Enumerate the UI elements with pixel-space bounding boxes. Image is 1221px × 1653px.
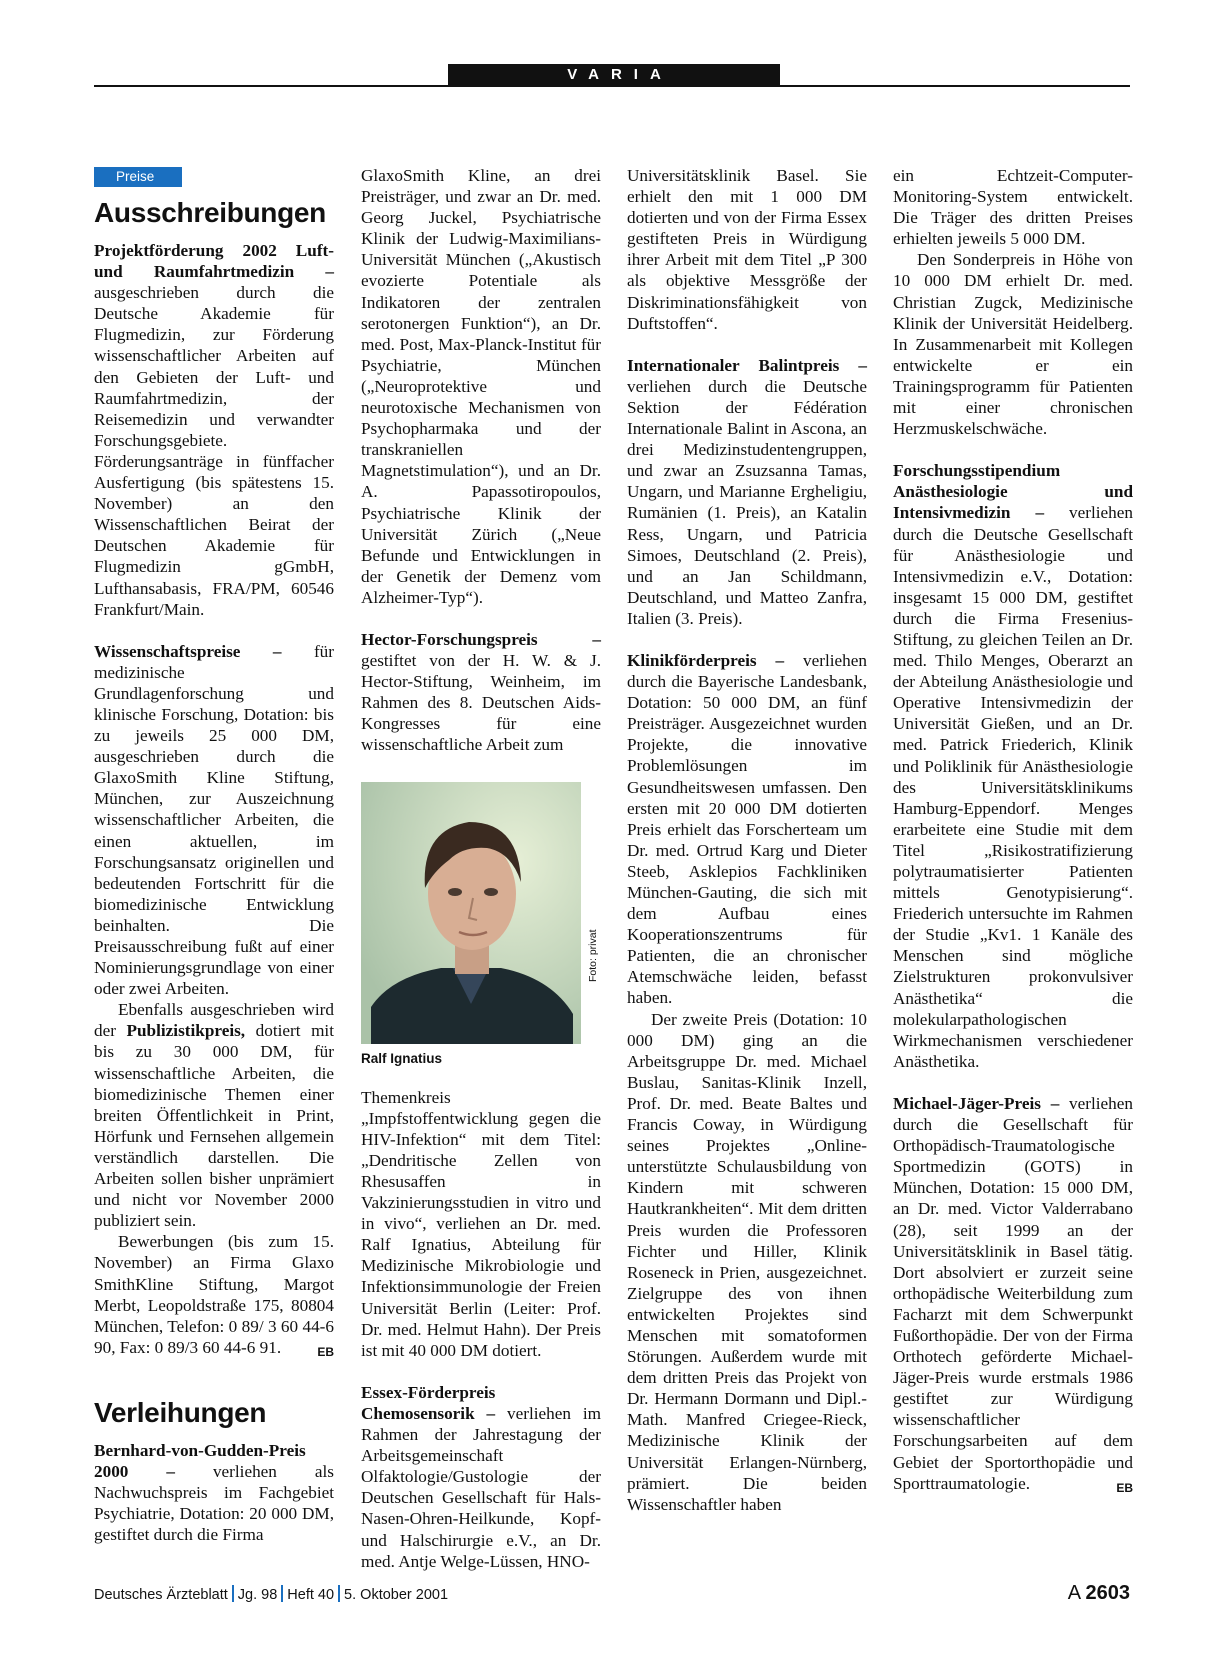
section-tag: Preise (94, 167, 182, 187)
portrait-photo (361, 782, 581, 1044)
footer-separator (281, 1585, 283, 1602)
article-body: Ebenfalls ausgeschrieben wird der (94, 1000, 334, 1041)
article-body: gestiftet von der H. W. & J. Hector-Stiftung, Weinheim, im Rahmen des 8. Deutschen Aids-Kongresses für eine wissenschaftliche Arbeit zum (361, 651, 601, 755)
journal-date: 5. Oktober 2001 (344, 1587, 449, 1603)
article-body: Bewerbungen (bis zum 15. November) an Firma Glaxo SmithKline Stiftung, Margot Merbt, Leopoldstraße 175, 80804 München, Telefon: 0 89/ 3 60 44-6 90, Fax: 0 89/3 60 44-6 91. (94, 1232, 334, 1357)
portrait-figure (361, 782, 601, 1069)
section-header-bar: VARIA (448, 64, 780, 86)
column-3 (627, 165, 867, 1515)
article-klinik-continued-2: ein Echtzeit-Computer-Monitoring-System entwickelt. Die Träger des dritten Preises erhielten jeweils 5 000 DM. (893, 166, 1133, 249)
article-title: Forschungsstipendium Anästhesiologie und Intensivmedizin – (893, 461, 1133, 523)
article-body: verliehen durch die Deutsche Sektion der Fédération Internationale Balint in Ascona, an drei Medizinstudentengruppen, und zwar an Zsuzsanna Tamas, Ungarn, und Marianne Ergheligiu, Rumänien (1. Preis), an Katalin Ress, Ungarn, und Patricia Simoes, Deutschland (2. Preis), und an Jan Schildmann, Deutschland, und Matteo Zanfra, Italien (3. Preis). (627, 376, 867, 628)
article-michael-jaeger-preis (893, 1093, 1133, 1494)
article-publizistikpreis (94, 999, 334, 1231)
footer-citation (94, 1585, 1130, 1603)
article-gudden-preis (94, 1440, 334, 1545)
article-body: verliehen als Nachwuchspreis im Fachgebiet Psychiatrie, Dotation: 20 000 DM, gestiftet durch die Firma (94, 1461, 334, 1545)
article-balintpreis (627, 355, 867, 629)
article-title: Projektförderung 2002 Luft- und Raumfahrtmedizin – (94, 241, 334, 282)
article-title: Bernhard-von-Gudden-Preis 2000 – (94, 1440, 306, 1481)
article-title: Internationaler Balintpreis – (627, 355, 867, 375)
heading-verleihungen: Verleihungen (94, 1396, 267, 1428)
article-title: Hector-Forschungspreis – (361, 629, 601, 649)
photo-credit: Foto: privat (587, 929, 599, 982)
page-prefix: A (1067, 1582, 1080, 1604)
journal-name: Deutsches Ärzteblatt (94, 1587, 228, 1603)
article-gudden-continued: GlaxoSmith Kline, an drei Preisträger, und zwar an Dr. med. Georg Juckel, Psychiatrische Klinik der Ludwig-Maximilians-Universität München („Akustisch evozierte Potentiale als Indikatoren der zentralen serotonergen Funktion“), an Dr. med. Post, Max-Planck-Institut für Psychiatrie, München („Neuroprotektive und neurotoxische Mechanismen von Psychopharmaka und der transkraniellen Magnetstimulation“), und an Dr. A. Papassotiropoulos, Psychiatrische Klinik der Universität Zürich („Neue Befunde und Entwicklungen in der Genetik der Demenz vom Alzheimer-Typ“). (361, 166, 601, 607)
article-body: dotiert mit bis zu 30 000 DM, für wissenschaftliche Arbeiten, die biomedizinische Themen einer breiten Öffentlichkeit in Print, Hörfunk und Fernsehen allgemein verständlich darstellen. Die Arbeiten sollen bisher unprämiert und nicht vor November 2000 publiziert sein. (94, 1021, 334, 1231)
column-1 (94, 165, 334, 1545)
column-2 (361, 165, 601, 1572)
article-title: Essex-Förderpreis Chemosensorik – (361, 1382, 496, 1423)
article-klinikfoerderpreis (627, 650, 867, 1009)
page-number (1068, 1582, 1130, 1605)
footer-separator (232, 1585, 234, 1602)
article-body: verliehen im Rahmen der Jahrestagung der Arbeitsgemeinschaft Olfaktologie/Gustologie der Deutschen Gesellschaft für Hals-Nasen-Ohren-Heilkunde, Kopf- und Halschirurgie e.V., an Dr. med. Antje Welge-Lüssen, HNO- (361, 1403, 601, 1571)
footer-separator (338, 1585, 340, 1602)
article-hector-continued: Themenkreis „Impfstoffentwicklung gegen die HIV-Infektion“ mit dem Titel: „Dendritische Zellen von Rhesusaffen in Vakzinierungsstudien in vitro und in vivo“, verliehen an Dr. med. Ralf Ignatius, Abteilung für Medizinische Mikrobiologie und Infektionsimmunologie der Freien Universität Berlin (Leiter: Prof. Dr. med. Helmut Hahn). Der Preis ist mit 40 000 DM dotiert. (361, 1087, 601, 1360)
author-signature: EB (317, 1344, 334, 1359)
column-4 (893, 165, 1133, 1499)
heading-ausschreibungen: Ausschreibungen (94, 197, 326, 228)
article-body: verliehen durch die Bayerische Landesbank, Dotation: 50 000 DM, an fünf Preisträger. Ausgezeichnet wurden Projekte, die innovative Problemlösungen im Gesundheitswesen umfassen. Den ersten mit 20 000 DM dotierten Preis erhielt das Forscherteam um Dr. med. Ortrud Karg und Dieter Steeb, Asklepios Fachkliniken München-Gauting, die sich mit dem Aufbau eines Kooperationszentrums für Patienten, die an chronischer Atemschwäche leiden, befasst haben. (627, 650, 867, 1008)
page-number-value: 2603 (1085, 1582, 1130, 1604)
article-forschungsstipendium (893, 460, 1133, 1072)
article-title: Publizistikpreis, (126, 1021, 246, 1041)
journal-issue: Heft 40 (287, 1587, 335, 1603)
author-signature: EB (1116, 1480, 1133, 1495)
article-bewerbungen (94, 1231, 334, 1358)
article-body: verliehen durch die Deutsche Gesellschaft für Anästhesiologie und Intensivmedizin e.V., Dotation: insgesamt 15 000 DM, gestiftet durch die Firma Fresenius-Stiftung, zu gleichen Teilen an Dr. med. Thilo Menges, Oberarzt an der Abteilung Anästhesiologie und Operative Intensivmedizin der Universität Gießen, und an Dr. med. Patrick Friederich, Klinik und Poliklinik für Anästhesiologie des Universitätsklinikums Hamburg-Eppendorf. Menges erarbeitete eine Studie mit dem Titel „Risikostratifizierung polytraumatisierter Patienten mittels Genotypisierung“. Friederich untersuchte im Rahmen der Studie „Kv1. 1 Kanäle des Menschen sind mögliche Zielstrukturen prokonvulsiver Anästhetika“ die molekularpathologischen Wirkmechanismen verschiedener Anästhetika. (893, 503, 1133, 1071)
article-title: Michael-Jäger-Preis – (893, 1093, 1060, 1113)
article-title: Wissenschaftspreise – (94, 641, 282, 661)
page-footer (94, 1582, 1130, 1609)
article-wissenschaftspreise (94, 641, 334, 1000)
article-hector-preis (361, 629, 601, 756)
journal-volume: Jg. 98 (237, 1587, 278, 1603)
article-body: für medizinische Grundlagenforschung und klinische Forschung, Dotation: bis zu jeweils 25 000 DM, ausgeschrieben durch die GlaxoSmith Kline Stiftung, München, zur Auszeichnung wissenschaftlicher Arbeiten, die einen aktuellen, im Forschungsansatz originellen und bedeutenden Fortschritt für die biomedizinische Entwicklung beinhalten. Die Preisausschreibung fußt auf einer Nominierungsgrundlage von einer oder zwei Arbeiten. (94, 641, 334, 999)
article-essex-preis (361, 1382, 601, 1572)
article-body: verliehen durch die Gesellschaft für Orthopädisch-Traumatologische Sportmedizin (GOTS) in München, Dotation: 15 000 DM, an Dr. med. Victor Valderrabano (28), seit 1999 an der Universitätsklinik in Basel tätig. Dort absolviert er zurzeit seine orthopädische Weiterbildung zum Facharzt mit dem Schwerpunkt Fußorthopädie. Der von der Firma Orthotech geförderte Michael-Jäger-Preis wurde erstmals 1986 gestiftet zur Würdigung wissenschaftlicher Forschungsarbeiten auf dem Gebiet der Sportorthopädie und Sporttraumatologie. (893, 1093, 1133, 1493)
article-luft-raumfahrt (94, 240, 334, 620)
article-sonderpreis: Den Sonderpreis in Höhe von 10 000 DM erhielt Dr. med. Christian Zugck, Medizinische Klinik der Universität Heidelberg. In Zusammenarbeit mit Kollegen entwickelte er ein Trainingsprogramm für Patienten mit einer chronischen Herzmuskelschwäche. (893, 250, 1133, 439)
photo-caption: Ralf Ignatius (361, 1050, 443, 1066)
article-essex-continued: Universitätsklinik Basel. Sie erhielt den mit 1 000 DM dotierten und von der Firma Essex gestifteten Preis in Würdigung ihrer Arbeit mit dem Titel „P 300 als objektive Messgröße der Diskriminationsfähigkeit von Duftstoffen“. (627, 166, 867, 333)
article-klinik-continued: Der zweite Preis (Dotation: 10 000 DM) ging an die Arbeitsgruppe Dr. med. Michael Buslau, Sanitas-Klinik Inzell, Prof. Dr. med. Beate Baltes und Francis Coway, in Würdigung seines Projektes „Online-unterstützte Schulausbildung von Kindern mit schweren Hautkrankheiten“. Mit dem dritten Preis wurden die Professoren Fichter und Hiller, Klinik Roseneck in Prien, ausgezeichnet. Zielgruppe des von ihnen entwickelten Projektes sind Menschen mit somatoformen Störungen. Außerdem wurde mit dem dritten Preis das Projekt von Dr. Hermann Dormann und Dipl.-Math. Manfred Criegee-Rieck, Medizinische Klinik der Universität Erlangen-Nürnberg, prämiert. Die beiden Wissenschaftler haben (627, 1009, 867, 1514)
article-body: ausgeschrieben durch die Deutsche Akademie für Flugmedizin, zur Förderung wissenschaftlicher Arbeiten auf den Gebieten der Luft- und Raumfahrtmedizin, der Reisemedizin und verwandter Forschungsgebiete. Förderungsanträge in fünffacher Ausfertigung (bis spätestens 15. November) an den Wissenschaftlichen Beirat der Deutschen Akademie für Flugmedizin gGmbH, Lufthansabasis, FRA/PM, 60546 Frankfurt/Main. (94, 283, 334, 619)
article-title: Klinikförderpreis – (627, 650, 785, 670)
